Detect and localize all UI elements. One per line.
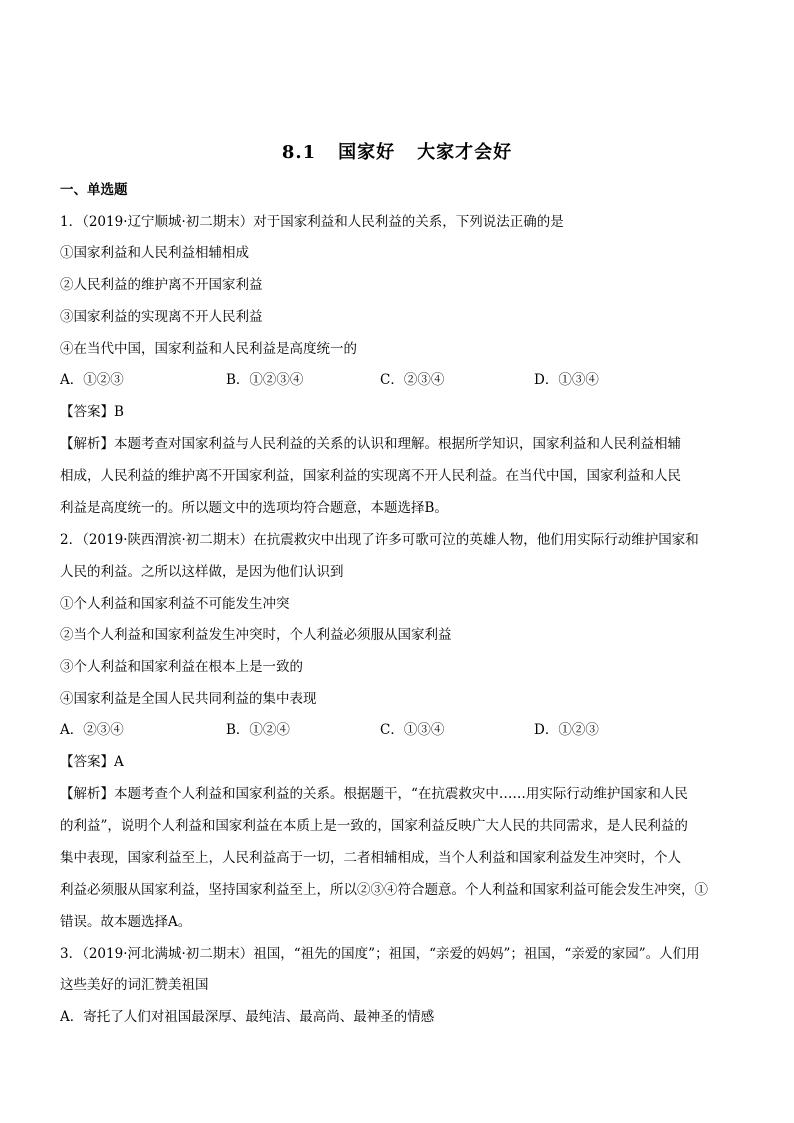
q2-item-1: ①个人利益和国家利益不可能发生冲突 — [60, 596, 290, 612]
q2-stem-line-2: 人民的利益。之所以这样做，是因为他们认识到 — [60, 564, 344, 580]
title-part-2: 大家才会好 — [417, 142, 513, 163]
q2-item-4: ④国家利益是全国人民共同利益的集中表现 — [60, 691, 317, 707]
q2-option-d: D．①②③ — [534, 722, 599, 738]
q1-option-a: A．①②③ — [60, 372, 124, 388]
q1-analysis-line-3: 利益是高度统一的。所以题文中的选项均符合题意，本题选择B。 — [60, 500, 448, 516]
q2-analysis-line-4: 利益必须服从国家利益，坚持国家利益至上，所以②③④符合题意。个人利益和国家利益可能会发生冲突，① — [60, 882, 708, 898]
q1-analysis-line-2: 相成，人民利益的维护离不开国家利益，国家利益的实现离不开人民利益。在当代中国，国家利益和人民 — [60, 468, 681, 484]
q2-option-a: A．②③④ — [60, 722, 124, 738]
q2-analysis-line-2: 的利益”，说明个人利益和国家利益在本质上是一致的，国家利益反映广大人民的共同需求，是人民利益的 — [60, 818, 688, 834]
q1-item-2: ②人民利益的维护离不开国家利益 — [60, 277, 263, 293]
q2-analysis-line-5: 错误。故本题选择A。 — [60, 914, 192, 930]
q1-answer: 【答案】B — [60, 404, 124, 420]
q1-item-1: ①国家利益和人民利益相辅相成 — [60, 245, 249, 261]
q1-option-d: D．①③④ — [534, 372, 599, 388]
q1-analysis-line-1: 【解析】本题考查对国家利益与人民利益的关系的认识和理解。根据所学知识，国家利益和人民利益相辅 — [60, 436, 681, 452]
q3-stem-line-2: 这些美好的词汇赞美祖国 — [60, 977, 209, 993]
q2-option-c: C．①③④ — [380, 722, 445, 738]
q1-stem: 1．（2019·辽宁顺城·初二期末）对于国家利益和人民利益的关系，下列说法正确的是 — [60, 214, 564, 230]
q1-option-b: B．①②③④ — [226, 372, 304, 388]
q1-item-3: ③国家利益的实现离不开人民利益 — [60, 309, 263, 325]
q1-option-c: C．②③④ — [380, 372, 445, 388]
q2-analysis-line-1: 【解析】本题考查个人利益和国家利益的关系。根据题干，“在抗震救灾中……用实际行动维护国家和人民 — [60, 786, 688, 802]
q2-item-3: ③个人利益和国家利益在根本上是一致的 — [60, 659, 303, 675]
q2-answer: 【答案】A — [60, 754, 124, 770]
page-title — [0, 138, 794, 164]
q2-analysis-line-3: 集中表现，国家利益至上，人民利益高于一切，二者相辅相成，当个人利益和国家利益发生冲突时，个人 — [60, 850, 681, 866]
q2-item-2: ②当个人利益和国家利益发生冲突时，个人利益必须服从国家利益 — [60, 627, 452, 643]
q3-stem-line-1: 3．（2019·河北满城·初二期末）祖国，“祖先的国度”；祖国，“亲爱的妈妈”；祖国，“亲爱的家园”。人们用 — [60, 946, 700, 962]
q1-item-4: ④在当代中国，国家利益和人民利益是高度统一的 — [60, 341, 357, 357]
q2-stem-line-1: 2．（2019·陕西渭滨·初二期末）在抗震救灾中出现了许多可歌可泣的英雄人物，他们用实际行动维护国家和 — [60, 532, 699, 548]
title-part-1: 国家好 — [338, 142, 396, 163]
q3-option-a: A．寄托了人们对祖国最深厚、最纯洁、最高尚、最神圣的情感 — [60, 1009, 435, 1025]
q2-option-b: B．①②④ — [226, 722, 290, 738]
title-number: 8.1 — [281, 142, 317, 163]
section-heading: 一、单选题 — [60, 182, 128, 198]
